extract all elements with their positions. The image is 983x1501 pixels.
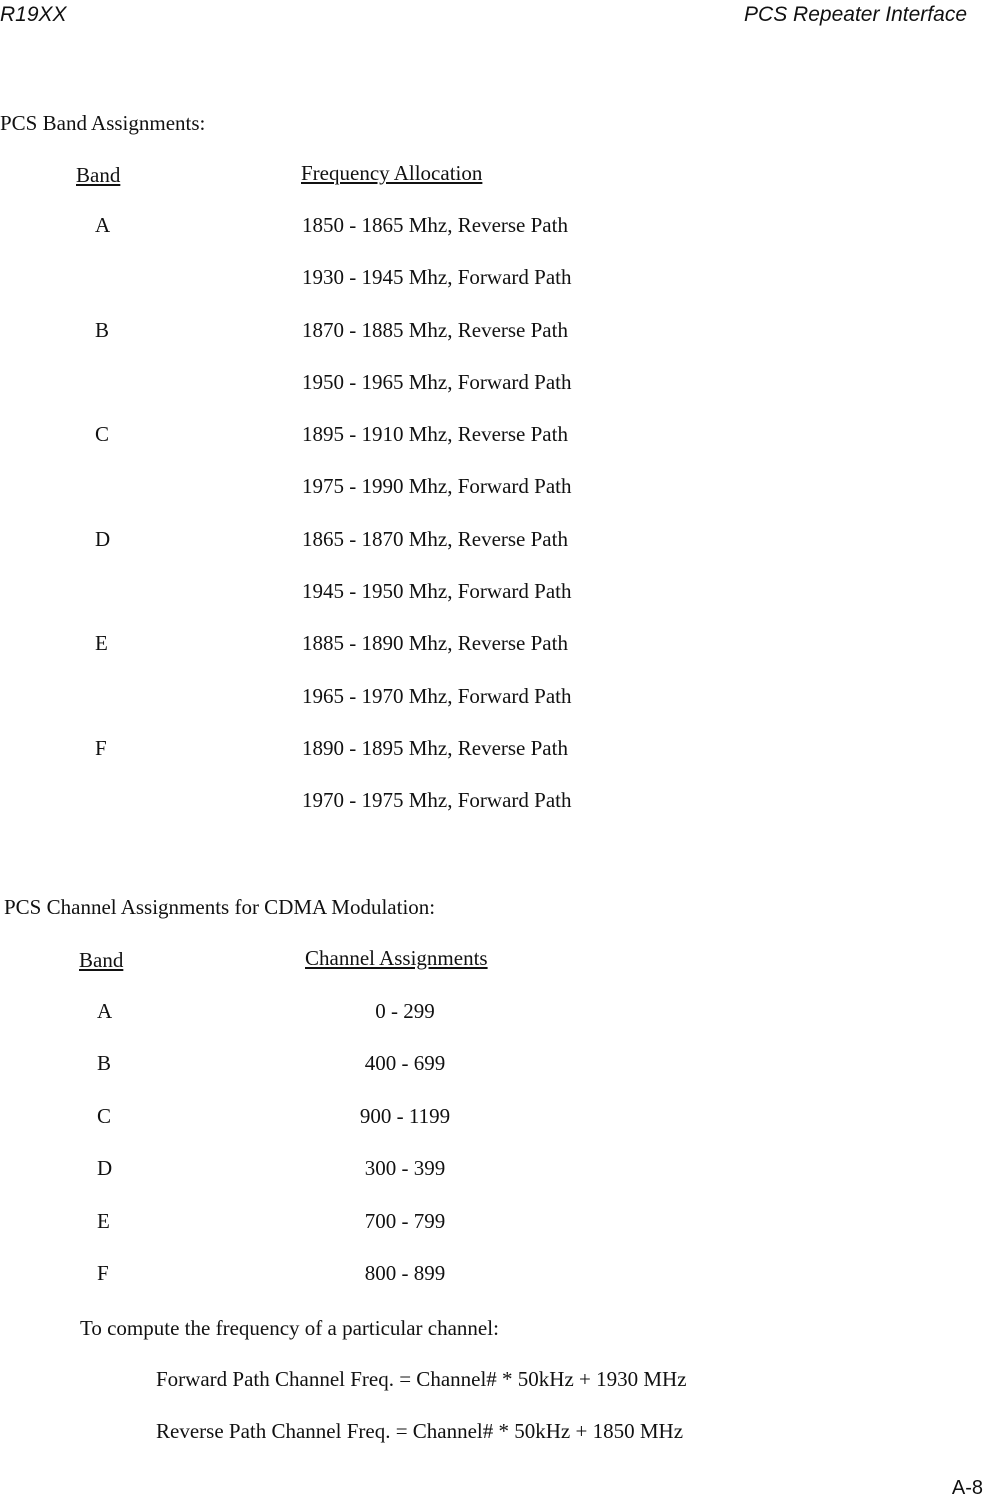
document-section-title: PCS Repeater Interface bbox=[744, 3, 967, 26]
frequency-allocation: 1950 - 1965 Mhz, Forward Path bbox=[302, 369, 572, 394]
channel-range: 300 - 399 bbox=[364, 1156, 446, 1181]
document-id: R19XX bbox=[0, 3, 67, 26]
channel-column-header: Channel Assignments bbox=[305, 946, 488, 970]
frequency-column-header: Frequency Allocation bbox=[301, 161, 483, 185]
frequency-allocation: 1865 - 1870 Mhz, Reverse Path bbox=[302, 526, 568, 551]
channel-range: 800 - 899 bbox=[364, 1260, 446, 1285]
channel-assignments-title: PCS Channel Assignments for CDMA Modulation: bbox=[4, 895, 436, 919]
channel-band-letter: C bbox=[97, 1103, 112, 1128]
channel-range: 900 - 1199 bbox=[359, 1103, 451, 1128]
band-letter: A bbox=[95, 213, 111, 237]
channel-band-letter: D bbox=[97, 1156, 113, 1181]
band-assignments-title: PCS Band Assignments: bbox=[0, 111, 206, 135]
channel-range: 700 - 799 bbox=[364, 1208, 446, 1233]
page-number: A-8 bbox=[951, 1477, 983, 1499]
band-letter: B bbox=[95, 317, 110, 342]
channel-range: 0 - 299 bbox=[375, 999, 435, 1023]
frequency-allocation: 1945 - 1950 Mhz, Forward Path bbox=[302, 579, 572, 604]
frequency-allocation: 1965 - 1970 Mhz, Forward Path bbox=[302, 683, 572, 708]
frequency-allocation: 1870 - 1885 Mhz, Reverse Path bbox=[302, 317, 568, 342]
band-letter: F bbox=[95, 735, 107, 760]
frequency-allocation: 1970 - 1975 Mhz, Forward Path bbox=[302, 788, 572, 813]
channel-range: 400 - 699 bbox=[364, 1051, 446, 1076]
band-letter: C bbox=[95, 422, 110, 447]
compute-intro: To compute the frequency of a particular channel: bbox=[80, 1316, 499, 1340]
channel-band-letter: B bbox=[97, 1051, 112, 1076]
channel-band-letter: E bbox=[97, 1208, 110, 1233]
forward-path-formula: Forward Path Channel Freq. = Channel# * 50kHz + 1930 MHz bbox=[156, 1367, 687, 1391]
frequency-allocation: 1850 - 1865 Mhz, Reverse Path bbox=[302, 213, 568, 237]
band-column-header: Band bbox=[76, 163, 121, 187]
band-letter: E bbox=[95, 631, 108, 656]
frequency-allocation: 1930 - 1945 Mhz, Forward Path bbox=[302, 265, 572, 290]
channel-band-letter: A bbox=[97, 999, 113, 1023]
band-letter: D bbox=[95, 526, 111, 551]
frequency-allocation: 1895 - 1910 Mhz, Reverse Path bbox=[302, 422, 568, 447]
reverse-path-formula: Reverse Path Channel Freq. = Channel# * 50kHz + 1850 MHz bbox=[156, 1419, 684, 1443]
channel-band-column-header: Band bbox=[79, 948, 124, 972]
frequency-allocation: 1890 - 1895 Mhz, Reverse Path bbox=[302, 735, 568, 760]
frequency-allocation: 1885 - 1890 Mhz, Reverse Path bbox=[302, 631, 568, 656]
channel-band-letter: F bbox=[97, 1260, 109, 1285]
frequency-allocation: 1975 - 1990 Mhz, Forward Path bbox=[302, 474, 572, 499]
